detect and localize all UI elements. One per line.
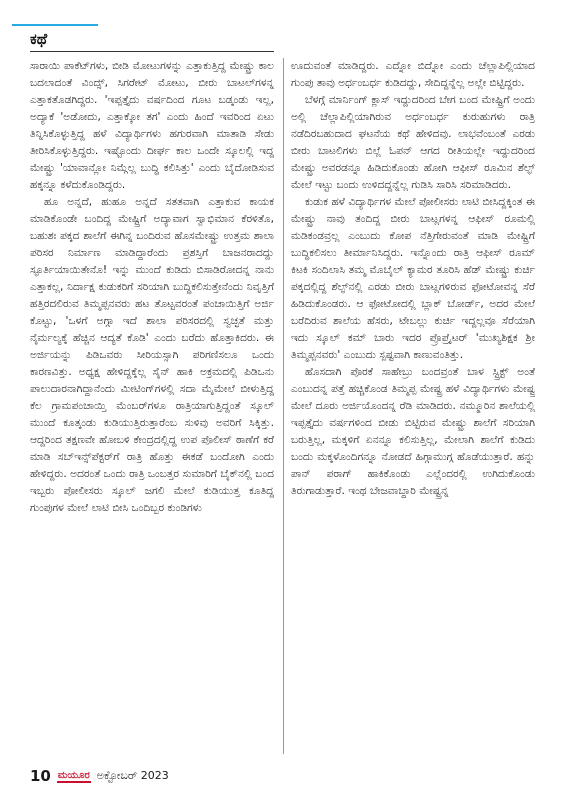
left-column (30, 58, 274, 758)
magazine-logo: ಮಯೂರ (57, 769, 90, 781)
page-header-strip (0, 0, 562, 24)
issue-date: ಅಕ್ಟೋಬರ್ 2023 (96, 769, 169, 782)
paragraph: ಹೂ ಅನ್ನದೆ, ಹುಹೂ ಅನ್ನದೆ ಸತತವಾಗಿ ಎತ್ತಾಕುವ ಕಾಯಕ ಮಾಡಿಕೊಂಡೇ ಬಂದಿದ್ದ ಮೇಷ್ಟ್ರಿಗೆ ಅದ್ಯಾವಾಗ ಸ್ವಾಭಿಮಾನ ಕೆರಳಿತೊ, ಬಹುಶಃ ಪಕ್ಕದ ಶಾಲೆಗೆ ಈಗಿನ್ನ ಬಂದಿರುವ ಹೊಸಮೇಷ್ಟ್ರು ಉತ್ತಮ ಶಾಲಾ ಪರಿಸರ ನಿರ್ಮಾಣ ಮಾಡಿದ್ದಾರೆಂದು ಪ್ರಶಸ್ತಿಗೆ ಬಾಜನರಾದದ್ದು ಸ್ಫೂರ್ತಿಯಾಯಿತೇನೊ! ಇನ್ನು ಮುಂದೆ ಕುಡಿದು ಬಿಸಾಡಿರೋದನ್ನ ನಾನು ಎತ್ತಾಕಲ್ಲ, ನಿರ್ದಾಕ್ಷ ಕುಡುಕರಿಗೆ ಸರಿಯಾಗಿ ಬುದ್ಧಿಕಲಿಸುತ್ತೇನೆಂದು ನಿವೃತ್ತಿಗೆ ಹತ್ತಿರದಲಿರುವ ತಿಮ್ಮಪ್ಪನವರು ಹಟ ತೊಟ್ಟವರಂತೆ ಪಂಚಾಯಿತ್ತಿಗೆ ಅರ್ಜಿ ಕೊಟ್ಟು, 'ಒಳಗೆ ಅಗ್ಗಾ ಇದೆ ಶಾಲಾ ಪರಿಸರದಲ್ಲಿ ಸ್ವಚ್ಛತೆ ಮತ್ತು ನೈರ್ಮಲ್ಯಕ್ಕೆ ಹೆಚ್ಚಿನ ಆದ್ಯತೆ ಕೊಡಿ' ಎಂದು ಬರೆದು ಹೊತ್ತಾಕಿದರು. ಈ ಅರ್ಜಿಯನ್ನು ಪಿಡಿಒವರು ಸೀರಿಯಸ್ಸಾಗಿ ಪರಿಗಣಿಸಲೂ ಒಂದು ಕಾರಣವಿತ್ತು. ಅಧ್ಯಕ್ಷ ಹೇಳಿದ್ದಕ್ಕೆಲ್ಲ ಸೈನ್ ಹಾಕಿ ಅಕ್ರಮದಲ್ಲಿ ಪಿಡಿಒನು ಪಾಲುದಾರನಾಗಿದ್ದಾನೆಂದು ಮೀಟಿಂಗ್‌ಗಳಲ್ಲಿ ಸದಾ ಮೈಮೇಲೆ ಬೀಳುತ್ತಿದ್ದ ಕೆಲ ಗ್ರಾಮಪಂಚಾಯ್ತಿ ಮೆಂಬರ್‌ಗಳೂ ರಾತ್ರಿಯಾಗುತ್ತಿದ್ದಂತೆ ಸ್ಕೂಲ್ ಮುಂದೆ ಕೂತ್ಕಂಡು ಕುಡಿಯುತ್ತಿರುತ್ತಾರೆಂಬ ಸುಳಿವು ಅವರಿಗೆ ಸಿಕ್ಕಿತ್ತು. ಆದ್ದರಿಂದ ತಕ್ಷಣವೇ ಹೋಬಳಿ ಕೇಂದ್ರದಲ್ಲಿದ್ದ ಉಪ ಪೊಲೀಸ್ ಠಾಣೆಗೆ ಕರೆ ಮಾಡಿ ಸಬ್‌ಇನ್ಸ್‌ಪೆಕ್ಟರ್‌ಗೆ ರಾತ್ರಿ ಹೊತ್ತು ಈಕಡೆ ಬಂದೋಗಿ ಎಂದು ಹೇಳಿದ್ದರು. ಅದರಂತೆ ಒಂದು ರಾತ್ರಿ ಒಂಬತ್ತರ ಸುಮಾರಿಗೆ ಬೈಕ್‌ನಲ್ಲಿ ಬಂದ ಇಬ್ಬರು ಪೋಲೀಸರು ಸ್ಕೂಲ್ ಜಗಲಿ ಮೇಲೆ ಕುಡಿಯುತ್ತ ಕೂತಿದ್ದ ಗುಂಪುಗಳ ಮೇಲೆ ಲಾಟಿ ಬೀಸಿ ಒಂದಿಬ್ಬರ ಕುಂಡಿಗಳು (30, 196, 274, 514)
column-divider (283, 58, 284, 754)
right-column (291, 58, 535, 758)
section-label: ಕಥೆ (30, 30, 48, 48)
paragraph: ಊದುವಂತೆ ಮಾಡಿದ್ದರು. ಎದ್ನೋ ಬಿದ್ನೋ ಎಂದು ಚೆಲ್ಲಾಪಿಲ್ಲಿಯಾದ ಗುಂಪು ತಾವು ಅರ್ಧಂಬರ್ಧ ಕುಡಿದದ್ದು, ಸೇದಿದ್ದನ್ನೆಲ್ಲ ಅಲ್ಲೇ ಬಿಟ್ಟಿದ್ದರು. (291, 60, 535, 89)
paragraph: ಬೆಳಗ್ಗೆ ಮಾರ್ನಿಂಗ್ ಕ್ಲಾಸ್ ಇದ್ದುದರಿಂದ ಬೇಗ ಬಂದ ಮೇಷ್ಟ್ರಿಗೆ ಅಂದು ಅಲ್ಲಿ ಚೆಲ್ಲಾಪಿಲ್ಲಿಯಾಗಿರುವ ಅರ್ಧಂಬರ್ಧ ಕುರುಹುಗಳು ರಾತ್ರಿ ನಡೆದಿರಬಹುದಾದ ಘಟನೆಯ ಕಥೆ ಹೇಳಿದವು. ಲಾಭವೆಂಬಂತೆ ಎರಡು ಬೀರು ಬಾಟಲಿಗಳು ಬಿಲ್ಲೆ ಓಪನ್ ಆಗದ ರೀತಿಯಲ್ಲೇ ಇದ್ದುದರಿಂದ ಮೇಷ್ಟ್ರು ಅವರಡನ್ನೂ ಹಿಡಿದುಕೊಂಡು ಹೋಗಿ ಆಫೀಸ್ ರೂಮಿನ ಶೆಲ್ಫ್ ಮೇಲೆ ಇಟ್ಟು ಬಂದು ಉಳಿದದ್ದನ್ನೆಲ್ಲ ಗುಡಿಸಿ ಸಾರಿಸಿ ಸರಿಮಾಡಿದರು. (291, 94, 535, 191)
section-underline (30, 51, 274, 52)
paragraph: ಸಾರಾಯಿ ಪಾಕೆಟ್‌ಗಳು, ಬೀಡಿ ಮೋಟುಗಳನ್ನು ಎತ್ತಾಕುತ್ತಿದ್ದ ಮೇಷ್ಟ್ರು ಕಾಲ ಬದಲಾದಂತೆ ವಿಂದ್ಸ್, ಸಿಗರೇಟ್ ಮೋಟು, ಬೀರು ಬಾಟಲ್‌ಗಳನ್ನ ಎತ್ತಾಕತೊಡಗಿದ್ದರು. 'ಇಪ್ಪತ್ತೈದು ವರ್ಷದಿಂದ ಗೂಟ ಬಡ್ಕಂಡು ಇಲ್ಲ, ಅದ್ಯಾಕೆ 'ಅಡೋದು, ಎತ್ತಾಕ್ಕೋ ತಗ' ಎಂದು ಹಿಂದೆ ಇವರಿಂದ ಏಟು ತಿನ್ನಿಸಿಕೊಳ್ಳುತ್ತಿದ್ದ ಹಳೆ ವಿದ್ಯಾರ್ಥಿಗಳು ಹಗುರವಾಗಿ ಮಾತಾಡಿ ಸೇಡು ತೀರಿಸಿಕೊಳ್ಳುತ್ತಿದ್ದರು. ಇಷ್ಟೊಂದು ದೀರ್ಘ ಕಾಲ ಒಂದೇ ಸ್ಕೂಲಲ್ಲಿ ಇದ್ದ ಮೇಷ್ಟ್ರು 'ಯಾವಾನ್ಲೋ ನಿಮ್ಗೆಲ್ಲ ಬುದ್ಧಿ ಕಲಿಸಿತ್ತು' ಎಂದು ಬೈದೋಡಿಸುವ ಹಕ್ಕನ್ನೂ ಕಳೆದುಕೊಂಡಿದ್ದರು. (30, 60, 274, 191)
paragraph: ಹೊಸದಾಗಿ ಪೊರಕೆ ಸಾಹೇಬ್ರು ಬಂದವ್ರಂತೆ ಬಾಳ ಸ್ಟ್ರಿಕ್ಟ್ ಅಂತೆ ಎಂಬುದನ್ನ ಪತ್ತೆ ಹಚ್ಚಿಕೊಂಡ ತಿಮ್ಮಪ್ಪ ಮೇಷ್ಟ್ರ ಹಳೆ ವಿದ್ಯಾರ್ಥಿಗಳು ಮೇಷ್ಟ್ರ ಮೇಲೆ ದೂರು ಅರ್ಜಿಯೊಂದನ್ನ ರೆಡಿ ಮಾಡಿದರು. ನಮ್ಮೂರಿನ ಶಾಲೆಯಲ್ಲಿ ಇಪ್ಪತ್ತೈದು ವರ್ಷಗಳಿಂದ ಬೀಡು ಬಿಟ್ಟಿರುವ ಮೇಷ್ಟ್ರು ಶಾಲೆಗೆ ಸರಿಯಾಗಿ ಬರುತ್ತಿಲ್ಲ, ಮಕ್ಕಳಿಗೆ ಏನನ್ನೂ ಕಲಿಸುತ್ತಿಲ್ಲ, ಮೇಲಾಗಿ ಶಾಲೆಗೆ ಕುಡಿದು ಬಂದು ಮಕ್ಕಳೊಂದಿಗನ್ನೂ ನೋಡದೆ ಹಿಗ್ಗಾಮುಗ್ಗ ಹೊಡೆಯುತ್ತಾರೆ. ಹನ್ನು ಪಾನ್ ಪರಾಗ್ ಹಾಕಿಕೊಂಡು ಎಲ್ಲೆಂದರಲ್ಲಿ ಉಗಿದುಕೊಂಡು ತಿರುಗಾಡುತ್ತಾರೆ. ಇಂಥ ಬೇಜವಾಬ್ದಾರಿ ಮೇಷ್ಟ್ರನ್ನ (291, 366, 535, 497)
accent-line (12, 24, 98, 26)
paragraph: ಕುಡುಕ ಹಳೆ ವಿದ್ಯಾರ್ಥಿಗಳ ಮೇಲೆ ಪೋಲೀಸರು ಲಾಟಿ ಬೀಸಿದ್ದಕ್ಕಿಂತ ಈ ಮೇಷ್ಟ್ರು ನಾವು ತಂದಿದ್ದ ಬೀರು ಬಾಟ್ಲಗಳನ್ನ ಆಫೀಸ್ ರೂಮಲ್ಲಿ ಮಡಿಕಂಡವ್ರಲ್ಲ ಎಂಬುದು ಕೋಪ ನೆತ್ತಿಗೇರುವಂತೆ ಮಾಡಿ ಮೇಷ್ಟ್ರಿಗೆ ಬುದ್ಧಿಕಲಿಸಲು ತೀರ್ಮಾನಿಸಿದ್ದರು. ಇನ್ನೊಂದು ರಾತ್ರಿ ಆಫೀಸ್ ರೂಮ್ ಕಿಟಕಿ ಸಂದಿಲಾಸಿ ತಮ್ಮ ಮೊಬೈಲ್ ಕ್ಯಾಮರ ತೂರಿಸಿ ಹೆಡ್ ಮೇಷ್ಟ್ರು ಕುರ್ಚಿ ಪಕ್ಕದಲ್ಲಿದ್ದ ಶೆಲ್ಫ್‌ನಲ್ಲಿ ಎರಡು ಬೀರು ಬಾಟ್ಲಗಳಿರುವ ಫೋಟೋವನ್ನ ಸೆರೆ ಹಿಡಿದುಕೊಂಡರು. ಆ ಫೋಟೋದಲ್ಲಿ ಬ್ಲಾಕ್ ಬೋರ್ಡ್, ಅದರ ಮೇಲೆ ಬರೆದಿರುವ ಶಾಲೆಯ ಹೆಸರು, ಟೇಬಲ್ಲು ಕುರ್ಚಿ ಇದ್ದಲ್ಲವೂ ಸೆರೆಯಾಗಿ ಇದು ಸ್ಕೂಲ್ ಕಮ್ ಬಾರು ಇದರ ಪ್ರೊಪ್ರೈಟರ್ 'ಮುಖ್ಯಶಿಕ್ಷಕ ಶ್ರೀ ತಿಮ್ಮಪ್ಪನವರು' ಎಂಬುದು ಸ್ಪಷ್ಟವಾಗಿ ಕಾಣುವಂತಿತ್ತು. (291, 196, 535, 361)
page-number: 10 (30, 767, 51, 785)
page-footer (30, 766, 169, 786)
